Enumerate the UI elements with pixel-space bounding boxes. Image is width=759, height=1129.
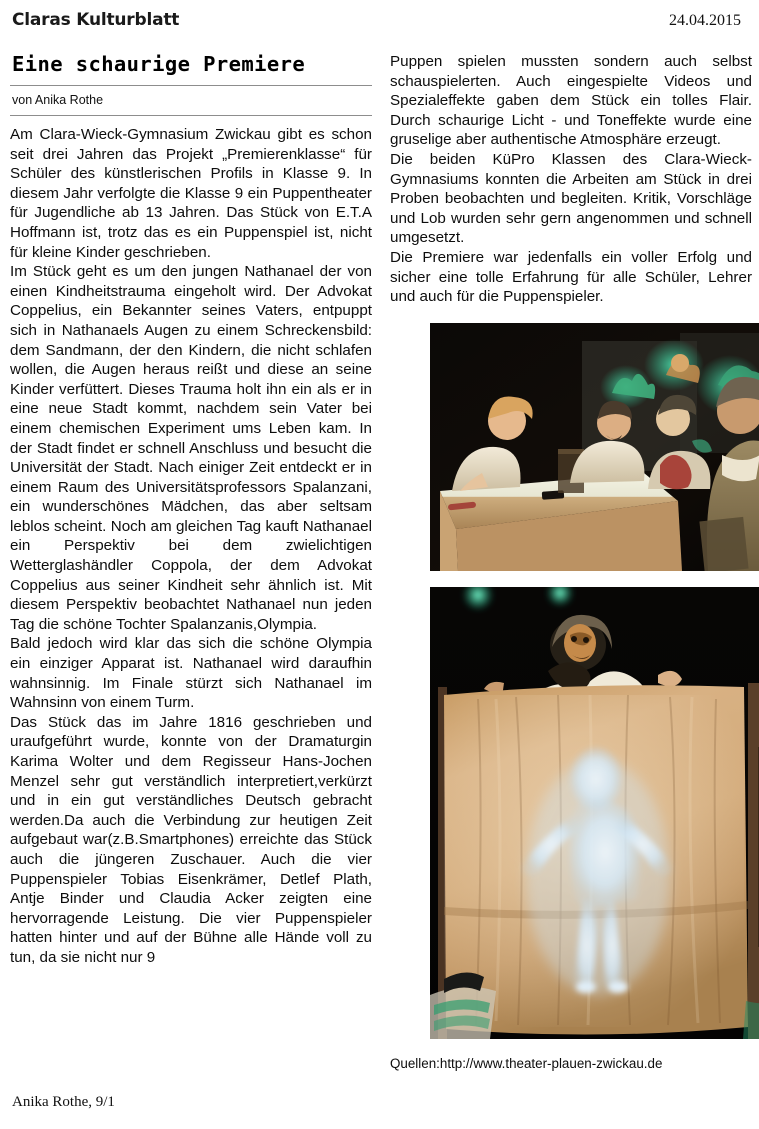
publication-date: 24.04.2015 [669,12,741,29]
paragraph: Puppen spielen mussten sondern auch selbst schauspielerten. Auch eingespielte Videos und Spezialeffekte gaben dem Stück ein tolles Flair. Durch schaurige Licht - und Toneffekte wurde eine gruselige aber authentische Atmosphäre erzeugt. [390,53,752,149]
theater-scene-table-photo [430,323,759,571]
paragraph: Bald jedoch wird klar das sich die schöne Olympia ein einziger Apparat ist. Nathanael wird daraufhin wahnsinnig. Im Finale stürzt sich Nathanael im Wahnsinn von einem Turm. [10,635,372,712]
right-column-body [390,52,752,307]
article-headline: Eine schaurige Premiere [12,52,306,76]
paragraph: Die Premiere war jedenfalls ein voller Erfolg und sicher eine tolle Erfahrung für alle Schüler, Lehrer und auch für die Puppenspieler. [390,248,752,306]
right-column [390,52,752,1071]
article-columns [10,52,752,1071]
article-byline: von Anika Rothe [12,93,104,107]
photo-2-graphic [430,587,759,1039]
photo-1-graphic [430,323,759,571]
paragraph: Die beiden KüPro Klassen des Clara-Wieck-Gymnasiums konnten die Arbeiten am Stück in drei Proben beobachten und begleiten. Kritik, Vorschläge und Lob wurden sehr gern angenommen und schnell umgesetzt. [390,150,752,247]
theater-scene-projection-photo [430,587,759,1039]
left-column-body [10,125,372,968]
page-footer-author: Anika Rothe, 9/1 [12,1094,115,1110]
photo-source-caption: Quellen:http://www.theater-plauen-zwickau.de [390,1055,663,1071]
headline-rule-bottom [10,115,372,116]
publication-title: Claras Kulturblatt [12,10,180,30]
paragraph: Im Stück geht es um den jungen Nathanael der von einen Kindheitstrauma eingeholt wird. Der Advokat Coppelius, ein Bekannter seines Vaters, entpuppt sich in Nathanaels Augen zu einem Schreckensbild: dem Sandmann, der den Kindern, die nicht schlafen wollen, die Augen heraus reißt und diese an seine Kinder verfüttert. Dieses Trauma holt ihn ein als er in eine neue Stadt kommt, nachdem sein Vater bei einem chemischen Experiment ums Leben kam. In der Stadt findet er schnell Anschluss und besucht die Universität der Stadt. Nach einiger Zeit entdeckt er in einem Raum des Universitätsprofessors Spalanzani, ein wunderschönes Mädchen, das aber seltsam leblos scheint. Noch am gleichen Tag kauft Nathanael ein Perspektiv bei dem zwielichtigen Wetterglashändler Coppola, der dem Advokat Coppelius aus seiner Kindheit sehr ähnlich ist. Mit diesem Perspektiv beobachtet Nathanael nun jeden Tag die schöne Tochter Spalanzanis,Olympia. [10,263,372,633]
paragraph: Am Clara-Wieck-Gymnasium Zwickau gibt es schon seit drei Jahren das Projekt „Premierenklasse“ für Schüler des künstlerischen Profils in Klasse 9. In diesem Jahr verfolgte die Klasse 9 ein Puppentheater für Jugendliche ab 13 Jahren. Das Stück von E.T.A Hoffmann ist, trotz das es ein Puppenspiel ist, nicht für kleine Kinder geschrieben. [10,126,372,261]
headline-rule-top [10,85,372,86]
masthead [10,10,749,40]
paragraph: Das Stück das im Jahre 1816 geschrieben und uraufgeführt wurde, konnte von der Dramaturgin Karima Wolter und dem Regisseur Hans-Jochen Menzel sehr gut verständlich interpretiert,verkürzt und in ein gut verständliches Deutsch gebracht werden.Da auch die Verbindung zur heutigen Zeit aufgebaut war(z.B.Smartphones) erreichte das Stück auch die jüngeren Zuschauer. Auch die vier Puppenspieler Tobias Eisenkrämer, Detlef Plath, Antje Binder und Claudia Acker zeigten eine hervorragende Leistung. Die vier Puppenspieler hatten hinter und auf der Bühne alle Hände voll zu tun, da sie nicht nur 9 [10,713,372,966]
left-column [10,52,372,968]
